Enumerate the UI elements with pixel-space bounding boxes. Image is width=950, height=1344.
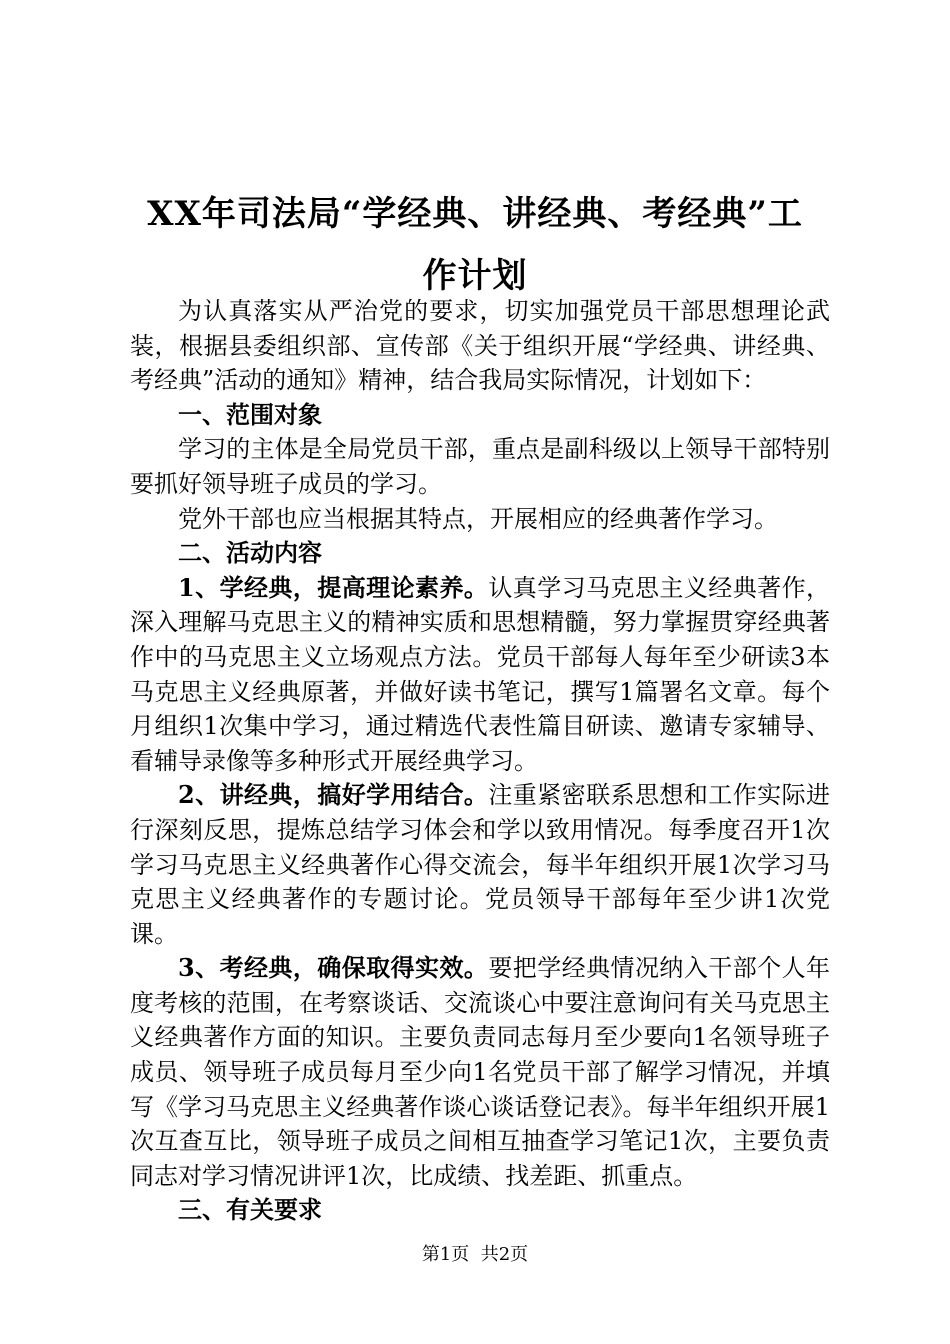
page-number: 第1页 [421,1244,470,1265]
document-title [130,183,820,307]
scope-paragraph-1: 学习的主体是全局党员干部，重点是副科级以上领导干部特别要抓好领导班子成员的学习。 [130,435,830,498]
scope-paragraph-2: 党外干部也应当根据其特点，开展相应的经典著作学习。 [178,504,778,533]
intro-paragraph: 为认真落实从严治党的要求，切实加强党员干部思想理论武装，根据县委组织部、宣传部《关于组织开展“学经典、讲经典、考经典”活动的通知》精神，结合我局实际情况，计划如下： [130,297,830,395]
section-heading-scope: 一、范围对象 [178,399,322,429]
content-item-1 [130,571,830,779]
page-total: 共2页 [480,1244,529,1265]
page-footer [0,1243,950,1267]
item-2-lead: 2、讲经典，搞好学用结合。 [178,780,489,810]
content-item-3 [130,951,830,1193]
item-1-lead: 1、学经典，提高理论素养。 [178,572,489,602]
item-3-text: 要把学经典情况纳入干部个人年度考核的范围，在考察谈话、交流谈心中要注意询问有关马克思主义经典著作方面的知识。主要负责同志每月至少要向1名领导班子成员、领导班子成员每月至少向1名党员干部了解学习情况，并填写《学习马克思主义经典著作谈心谈话登记表》。每半年组织开展1次互查互比，领导班子成员之间相互抽查学习笔记1次，主要负责同志对学习情况讲评1次，比成绩、找差距、抓重点。 [130,954,831,1190]
section-heading-content: 二、活动内容 [178,538,322,568]
item-3-lead: 3、考经典，确保取得实效。 [178,953,489,983]
document-body [130,294,830,1228]
content-item-2 [130,778,830,951]
title-line-2: 作计划 [422,256,528,296]
section-heading-requirements: 三、有关要求 [178,1195,322,1225]
item-1-text: 认真学习马克思主义经典著作，深入理解马克思主义的精神实质和思想精髓，努力掌握贯穿经典著作中的马克思主义立场观点方法。党员干部每人每年至少研读3本马克思主义经典原著，并做好读书笔记，撰写1篇署名文章。每个月组织1次集中学习，通过精选代表性篇目研读、邀请专家辅导、看辅导录像等多种形式开展经典学习。 [130,573,831,775]
title-line-1: XX年司法局“学经典、讲经典、考经典”工 [147,194,803,234]
item-2-text: 注重紧密联系思想和工作实际进行深刻反思，提炼总结学习体会和学以致用情况。每季度召开1次学习马克思主义经典著作心得交流会，每半年组织开展1次学习马克思主义经典著作的专题讨论。党员领导干部每年至少讲1次党课。 [130,781,831,948]
